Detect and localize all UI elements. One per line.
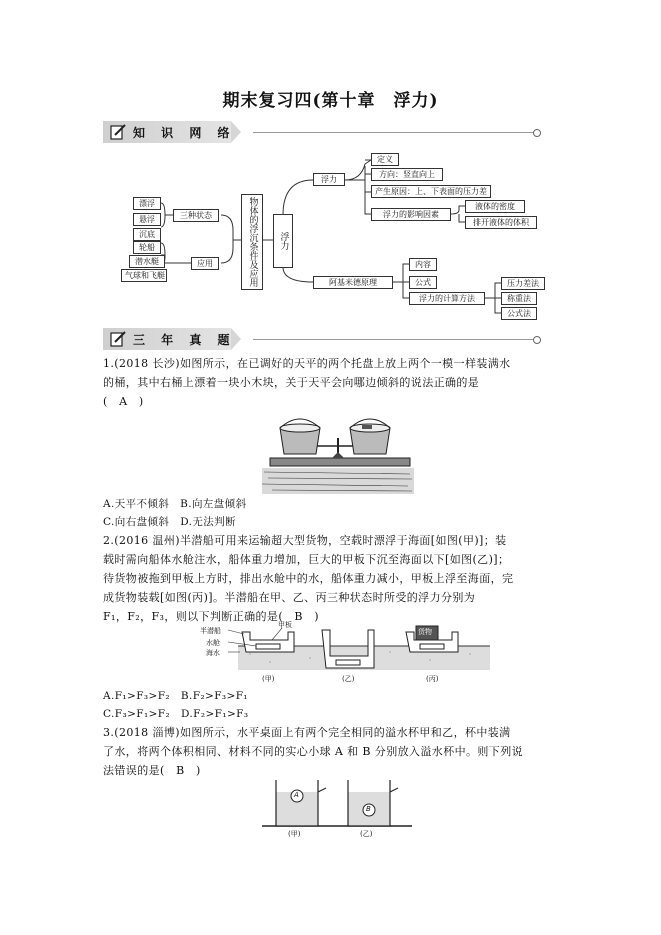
section-title-exam: 三 年 真 题 [133, 333, 236, 347]
question-text-line: 3.(2018 淄博)如图所示，水平桌面上有两个完全相同的溢水杯甲和乙，杯中装满 [103, 726, 511, 739]
question-text-line: 的桶，其中右桶上漂着一块小木块，关于天平会向哪边倾斜的说法正确的是 [103, 376, 480, 389]
page-title: 期末复习四(第十章 浮力) [222, 91, 439, 111]
figure-label: (甲) [262, 675, 275, 683]
figure-label: (甲) [288, 830, 301, 838]
mindmap-center: 物体的浮沉条件及应用 [241, 194, 263, 290]
pen-icon [109, 330, 127, 348]
mindmap-node-formula: 公式 [409, 276, 437, 289]
option-line: A.天平不倾斜 B.向左盘倾斜 [103, 498, 247, 510]
question-1 [103, 354, 565, 411]
mindmap-node-pressure-diff: 压力差法 [501, 277, 545, 290]
figure-label: 水舱 [206, 639, 220, 647]
mindmap-node-archimedes: 阿基米德原理 [313, 276, 393, 289]
question-2-options [103, 687, 565, 723]
figure-label: 甲板 [278, 621, 292, 629]
option-line: A.F₁>F₃>F₂ B.F₂>F₃>F₁ [103, 690, 249, 702]
mindmap-node-buoyancy: 浮力 [313, 173, 345, 186]
question-2 [103, 531, 565, 626]
pen-icon [109, 123, 127, 141]
mindmap-node-three-states: 三种状态 [173, 209, 219, 222]
question-text-line: 2.(2016 温州)半潜船可用来运输超大型货物，空载时漂浮于海面[如图(甲)]；装 [103, 534, 507, 547]
mindmap-node-weighing: 称重法 [501, 292, 537, 305]
question-text-line: 了水，将两个体积相同、材料不同的实心小球 A 和 B 分别放入溢水杯中。则下列说 [103, 745, 524, 758]
question-1-options [103, 495, 565, 531]
figure-label: (乙) [342, 675, 355, 683]
figure-label: 海水 [206, 649, 220, 657]
ball-label: A [294, 791, 299, 799]
question-text-line: ( A ) [103, 395, 144, 408]
question-3 [103, 723, 565, 780]
mindmap-node-suspend: 悬浮 [133, 213, 161, 226]
figure-label: (乙) [360, 830, 373, 838]
section-banner-network [103, 121, 563, 143]
mindmap-node-content: 内容 [409, 258, 437, 271]
section-title-network: 知 识 网 络 [133, 126, 236, 140]
question-text-line: 待货物被拖到甲板上方时，排出水舱中的水，船体重力减小，甲板上浮至海面，完 [103, 572, 514, 585]
mindmap-node-volume: 排开液体的体积 [465, 216, 537, 229]
figure-label: 半潜船 [200, 627, 221, 635]
mindmap-node-density: 液体的密度 [465, 200, 525, 213]
mindmap-node-float: 漂浮 [133, 197, 161, 210]
mindmap-node-buoyancy-center: 浮力 [273, 214, 293, 268]
question-text-line: 成货物装载[如图(丙)]。半潜船在甲、乙、丙三种状态时所受的浮力分别为 [103, 591, 476, 604]
question-text-line: 法错误的是( B ) [103, 764, 201, 777]
figure-label: (丙) [426, 675, 439, 683]
mindmap-node-formula-method: 公式法 [501, 307, 537, 320]
semi-submersible-figure [200, 621, 490, 686]
option-line: C.F₃>F₁>F₂ D.F₂>F₁>F₃ [103, 708, 249, 720]
overflow-cups-figure [262, 778, 412, 840]
mindmap-node-cause: 产生原因：上、下表面的压力差 [371, 185, 491, 198]
option-line: C.向右盘倾斜 D.无法判断 [103, 516, 236, 528]
ball-label: B [366, 805, 371, 813]
question-text-line: 1.(2018 长沙)如图所示，在已调好的天平的两个托盘上放上两个一模一样装满水 [103, 357, 511, 370]
question-text-line: 载时需向船体水舱注水，船体重力增加，巨大的甲板下沉至海面以下[如图(乙)]； [103, 553, 510, 566]
balance-figure [262, 416, 414, 494]
knowledge-mindmap [103, 150, 563, 325]
mindmap-node-factors: 浮力的影响因素 [371, 208, 451, 221]
mindmap-node-application: 应用 [191, 257, 219, 270]
mindmap-node-definition: 定义 [371, 153, 399, 166]
section-banner-exam [103, 328, 563, 350]
mindmap-node-balloon: 气球和飞艇 [121, 269, 167, 282]
figure-label: 货物 [418, 628, 432, 636]
mindmap-node-direction: 方向：竖直向上 [371, 168, 443, 181]
mindmap-node-ship: 轮船 [133, 241, 161, 254]
question-text-line: F₁，F₂，F₃，则以下判断正确的是( B ) [103, 610, 319, 623]
mindmap-node-sink: 沉底 [133, 228, 161, 241]
mindmap-node-calc-methods: 浮力的计算方法 [409, 292, 485, 305]
mindmap-node-submarine: 潜水艇 [129, 255, 165, 268]
